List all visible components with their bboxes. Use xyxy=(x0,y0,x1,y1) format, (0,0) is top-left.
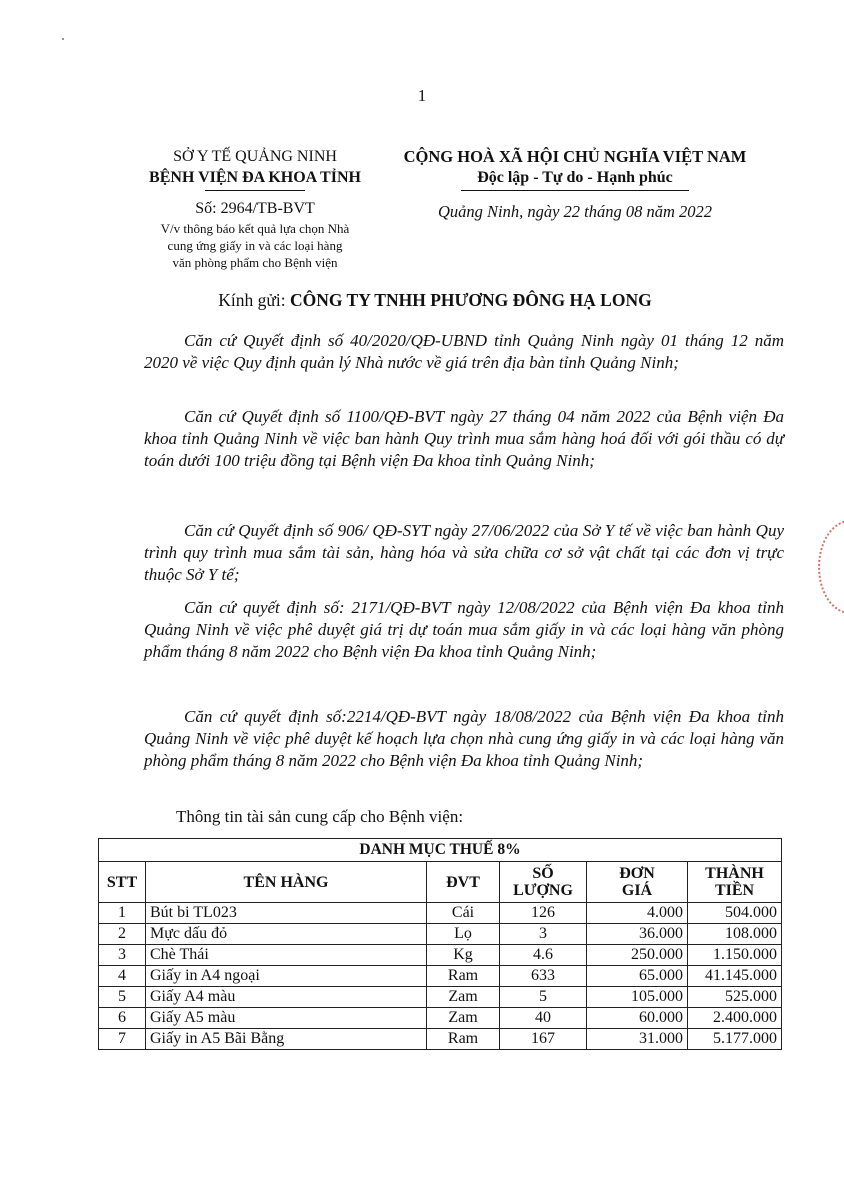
row-unit: Lọ xyxy=(427,924,500,945)
row-total: 525.000 xyxy=(688,987,782,1008)
header-stt: STT xyxy=(99,862,146,903)
table-row xyxy=(99,924,782,945)
hospital-name: BỆNH VIỆN ĐA KHOA TỈNH xyxy=(149,169,361,186)
table-row xyxy=(99,966,782,987)
row-total: 1.150.000 xyxy=(688,945,782,966)
header-quantity-line1: SỐ xyxy=(532,865,554,882)
recipient-name: CÔNG TY TNHH PHƯƠNG ĐÔNG HẠ LONG xyxy=(290,290,652,310)
row-unit: Ram xyxy=(427,966,500,987)
row-unit-price: 36.000 xyxy=(587,924,688,945)
row-stt: 5 xyxy=(99,987,146,1008)
row-unit: Zam xyxy=(427,987,500,1008)
table-caption: DANH MỤC THUẾ 8% xyxy=(99,839,782,862)
row-unit-price: 65.000 xyxy=(587,966,688,987)
row-quantity: 40 xyxy=(500,1008,587,1029)
row-total: 5.177.000 xyxy=(688,1029,782,1050)
table-row xyxy=(99,1008,782,1029)
table-row xyxy=(99,903,782,924)
row-total: 108.000 xyxy=(688,924,782,945)
page-number: 1 xyxy=(417,86,427,105)
row-unit-price: 4.000 xyxy=(587,903,688,924)
header-total-line2: TIỀN xyxy=(714,882,755,899)
legal-basis-paragraph: Căn cứ quyết định số:2214/QĐ-BVT ngày 18/08/2022 của Bệnh viện Đa khoa tỉnh Quảng Ninh về việc phê duyệt kế hoạch lựa chọn nhà cung ứng giấy in và các loại hàng văn phòng phẩm tháng 8 năm 2022 cho Bệnh viện Đa khoa tỉnh Quảng Ninh; xyxy=(144,707,784,770)
header-unit-price xyxy=(587,862,688,903)
legal-basis-paragraph: Căn cứ Quyết định số 1100/QĐ-BVT ngày 27 tháng 04 năm 2022 của Bệnh viện Đa khoa tỉnh Quảng Ninh về việc ban hành Quy trình mua sắm hàng hoá đối với gói thầu có dự toán dưới 100 triệu đồng tại Bệnh viện Đa khoa tỉnh Quảng Ninh; xyxy=(144,407,784,470)
row-unit-price: 250.000 xyxy=(587,945,688,966)
document-number: Số: 2964/TB-BVT xyxy=(195,200,315,217)
national-header xyxy=(380,146,770,191)
row-quantity: 3 xyxy=(500,924,587,945)
red-seal-stamp xyxy=(818,520,844,614)
table-header-row xyxy=(99,862,782,903)
row-total: 504.000 xyxy=(688,903,782,924)
row-name: Giấy A4 màu xyxy=(146,987,427,1008)
legal-basis-paragraph: Căn cứ quyết định số: 2171/QĐ-BVT ngày 12/08/2022 của Bệnh viện Đa khoa tỉnh Quảng Ninh về việc phê duyệt giá trị dự toán mua sắm giấy in và các loại hàng văn phòng phẩm tháng 8 năm 2022 cho Bệnh viện Đa khoa tỉnh Quảng Ninh; xyxy=(144,598,784,661)
row-stt: 4 xyxy=(99,966,146,987)
issuing-organization xyxy=(110,146,400,191)
row-name: Giấy in A5 Bãi Bằng xyxy=(146,1029,427,1050)
row-stt: 7 xyxy=(99,1029,146,1050)
table-intro: Thông tin tài sản cung cấp cho Bệnh viện: xyxy=(176,807,464,826)
row-quantity: 167 xyxy=(500,1029,587,1050)
row-quantity: 5 xyxy=(500,987,587,1008)
department-name: SỞ Y TẾ QUẢNG NINH xyxy=(173,148,337,165)
row-total: 2.400.000 xyxy=(688,1008,782,1029)
row-quantity: 633 xyxy=(500,966,587,987)
table-row xyxy=(99,987,782,1008)
recipient-label: Kính gửi: xyxy=(218,290,290,310)
motto-underline xyxy=(461,190,689,191)
row-name: Giấy A5 màu xyxy=(146,1008,427,1029)
national-title: CỘNG HOÀ XÃ HỘI CHỦ NGHĨA VIỆT NAM xyxy=(403,147,747,166)
row-stt: 3 xyxy=(99,945,146,966)
header-quantity xyxy=(500,862,587,903)
row-name: Giấy in A4 ngoại xyxy=(146,966,427,987)
table-row xyxy=(99,1029,782,1050)
document-subject: V/v thông báo kết quả lựa chọn Nhà cung ứng giấy in và các loại hàng văn phòng phẩm cho Bệnh viện xyxy=(160,221,350,270)
row-stt: 2 xyxy=(99,924,146,945)
row-stt: 1 xyxy=(99,903,146,924)
legal-basis-paragraph: Căn cứ Quyết định số 40/2020/QĐ-UBND tỉnh Quảng Ninh ngày 01 tháng 12 năm 2020 về việc Quy định quản lý Nhà nước về giá trên địa bàn tỉnh Quảng Ninh; xyxy=(144,331,784,372)
header-unit: ĐVT xyxy=(427,862,500,903)
table-row xyxy=(99,945,782,966)
header-quantity-line2: LƯỢNG xyxy=(513,882,573,899)
row-unit: Ram xyxy=(427,1029,500,1050)
scan-speck xyxy=(62,38,64,40)
header-total xyxy=(688,862,782,903)
row-name: Chè Thái xyxy=(146,945,427,966)
row-name: Bút bi TL023 xyxy=(146,903,427,924)
national-motto: Độc lập - Tự do - Hạnh phúc xyxy=(477,169,673,186)
row-unit: Kg xyxy=(427,945,500,966)
row-quantity: 126 xyxy=(500,903,587,924)
row-unit-price: 60.000 xyxy=(587,1008,688,1029)
header-underline xyxy=(205,190,305,191)
row-unit-price: 105.000 xyxy=(587,987,688,1008)
row-total: 41.145.000 xyxy=(688,966,782,987)
row-unit: Cái xyxy=(427,903,500,924)
goods-table xyxy=(98,838,782,1050)
row-unit: Zam xyxy=(427,1008,500,1029)
header-total-line1: THÀNH xyxy=(705,865,764,882)
recipient-line xyxy=(110,290,760,311)
place-date: Quảng Ninh, ngày 22 tháng 08 năm 2022 xyxy=(437,202,713,221)
row-quantity: 4.6 xyxy=(500,945,587,966)
row-unit-price: 31.000 xyxy=(587,1029,688,1050)
row-stt: 6 xyxy=(99,1008,146,1029)
header-unit-price-line1: ĐƠN xyxy=(619,865,655,882)
header-name: TÊN HÀNG xyxy=(146,862,427,903)
legal-basis-paragraph: Căn cứ Quyết định số 906/ QĐ-SYT ngày 27/06/2022 của Sở Y tế về việc ban hành Quy trình quy trình mua sắm tài sản, hàng hóa và sửa chữa cơ sở vật chất tại các đơn vị trực thuộc Sở Y tế; xyxy=(144,521,784,584)
header-unit-price-line2: GIÁ xyxy=(621,882,653,899)
row-name: Mực dấu đỏ xyxy=(146,924,427,945)
